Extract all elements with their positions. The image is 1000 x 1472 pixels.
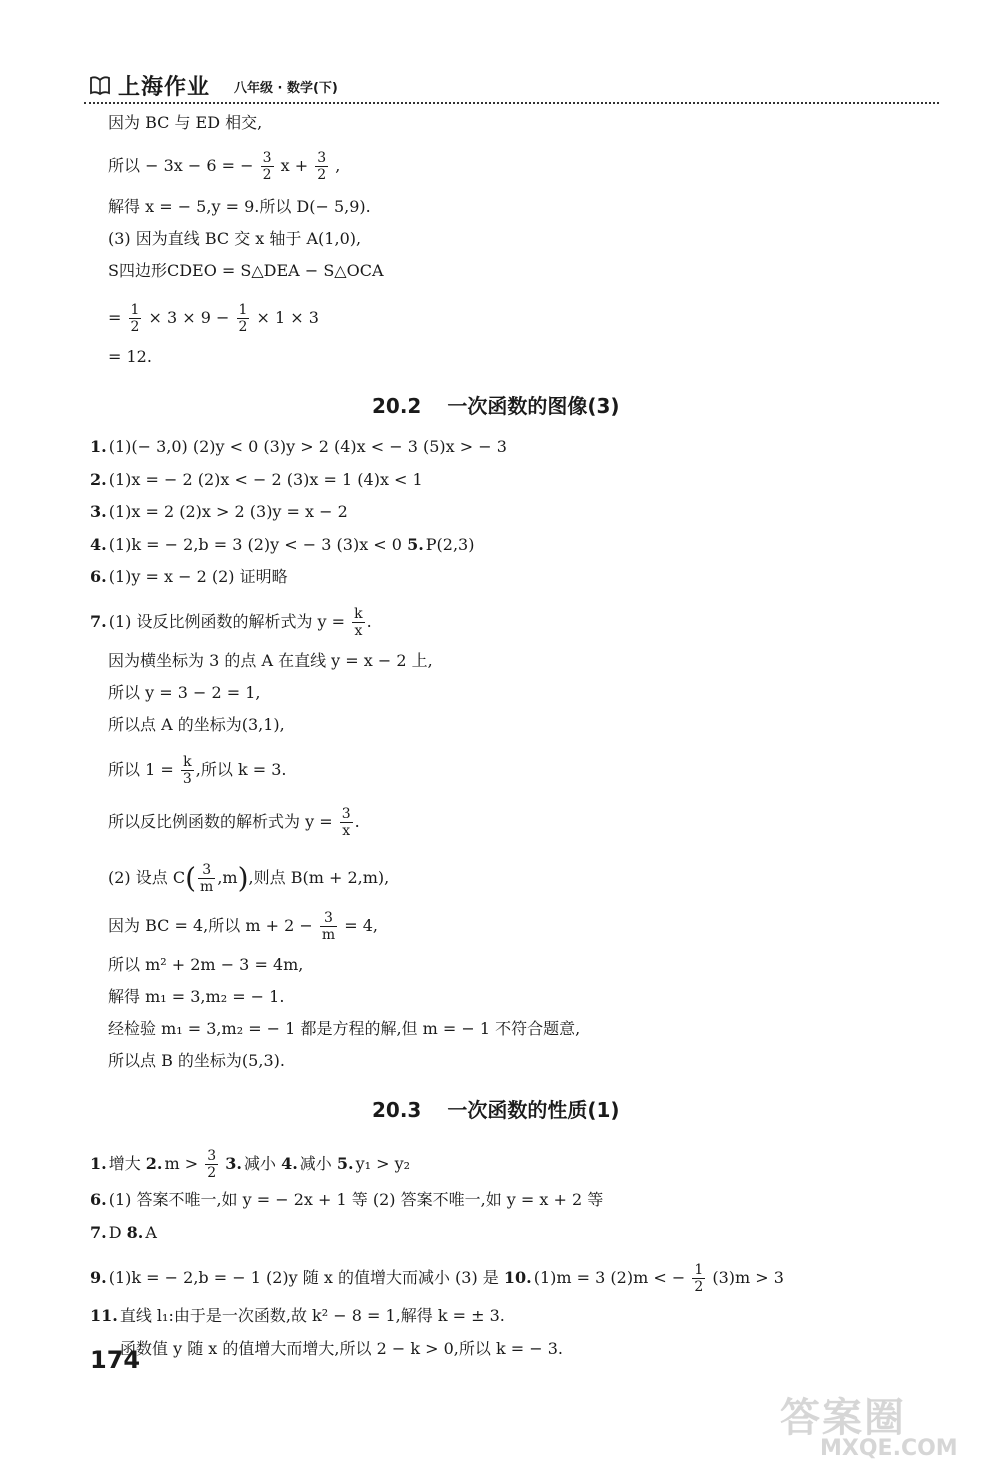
fraction: $\frac{3}{x}$ bbox=[341, 806, 351, 839]
text-line: 经检验 m₁ = 3,m₂ = − 1 都是方程的解,但 m = − 1 不符合题意, bbox=[108, 1019, 581, 1038]
text-line: 所以点 A 的坐标为(3,1), bbox=[108, 715, 285, 734]
section-heading: 20.2 一次函数的图像(3) bbox=[372, 394, 620, 418]
book-logo-icon bbox=[88, 74, 112, 98]
text-line: 解得 m₁ = 3,m₂ = − 1. bbox=[108, 987, 285, 1006]
fraction: $\frac{k}{x}$ bbox=[354, 606, 363, 639]
answer-line: 3. (1)x = 2 (2)x > 2 (3)y = x − 2 bbox=[90, 502, 348, 521]
page-number: 174 bbox=[90, 1346, 141, 1374]
equation-line: (2) 设点 C( $\frac{3}{m}$ ,m),则点 B(m + 2,m), bbox=[108, 861, 390, 895]
fraction: $\frac{3}{2}$ bbox=[207, 1148, 217, 1181]
equation-line: 所以反比例函数的解析式为 y = $\frac{3}{x}$ . bbox=[108, 806, 360, 839]
fraction: $\frac{3}{2}$ bbox=[317, 150, 327, 183]
answer-line: 11. 直线 l₁:由于是一次函数,故 k² − 8 = 1,解得 k = ± 3. bbox=[90, 1306, 505, 1325]
text-line: = 12. bbox=[108, 347, 152, 366]
text-line: 所以点 B 的坐标为(5,3). bbox=[108, 1051, 285, 1070]
fraction: $\frac{k}{3}$ bbox=[182, 754, 192, 787]
equation-line: 所以 − 3x − 6 = − $\frac{3}{2}$ x + $\frac{3}{2}$ , bbox=[108, 150, 341, 183]
equation-line: = $\frac{1}{2}$ × 3 × 9 − $\frac{1}{2}$ × 1 × 3 bbox=[108, 302, 319, 335]
fraction: $\frac{3}{m}$ bbox=[321, 910, 336, 943]
answer-line: 1. (1)(− 3,0) (2)y < 0 (3)y > 2 (4)x < − 3 (5)x > − 3 bbox=[90, 437, 507, 456]
text-line: S四边形CDEO = S△DEA − S△OCA bbox=[108, 261, 384, 280]
fraction: $\frac{1}{2}$ bbox=[238, 302, 248, 335]
text-line: 所以 y = 3 − 2 = 1, bbox=[108, 683, 261, 702]
fraction: $\frac{1}{2}$ bbox=[694, 1262, 704, 1295]
answer-line: 7. D 8. A bbox=[90, 1223, 157, 1242]
answer-line: 6. (1) 答案不唯一,如 y = − 2x + 1 等 (2) 答案不唯一,如 y = x + 2 等 bbox=[90, 1190, 604, 1209]
text-line: 因为 BC 与 ED 相交, bbox=[108, 113, 263, 132]
equation-line: 因为 BC = 4,所以 m + 2 − $\frac{3}{m}$ = 4, bbox=[108, 910, 378, 943]
text-line: (3) 因为直线 BC 交 x 轴于 A(1,0), bbox=[108, 229, 362, 248]
watermark bbox=[770, 1386, 990, 1466]
fraction: $\frac{1}{2}$ bbox=[130, 302, 140, 335]
answer-line: 2. (1)x = − 2 (2)x < − 2 (3)x = 1 (4)x < 1 bbox=[90, 470, 423, 489]
book-subtitle: 八年级 · 数学(下) bbox=[234, 81, 338, 96]
fraction: $\frac{3}{2}$ bbox=[262, 150, 272, 183]
section-heading: 20.3 一次函数的性质(1) bbox=[372, 1098, 620, 1122]
text-line: 因为横坐标为 3 的点 A 在直线 y = x − 2 上, bbox=[108, 651, 433, 670]
equation-line: 所以 1 = $\frac{k}{3}$ ,所以 k = 3. bbox=[108, 754, 287, 787]
watermark-url: MXQE.COM bbox=[820, 1436, 958, 1461]
header-divider bbox=[84, 102, 939, 104]
watermark-logo: 答案圈 bbox=[780, 1395, 906, 1441]
answer-line: 4. (1)k = − 2,b = 3 (2)y < − 3 (3)x < 0 5. P(2,3) bbox=[90, 535, 475, 554]
answer-line: 7. (1) 设反比例函数的解析式为 y = $\frac{k}{x}$ . bbox=[90, 606, 372, 639]
answer-line: 6. (1)y = x − 2 (2) 证明略 bbox=[90, 567, 288, 586]
fraction: $\frac{3}{m}$ bbox=[200, 862, 214, 895]
text-line: 函数值 y 随 x 的值增大而增大,所以 2 − k > 0,所以 k = − 3. bbox=[120, 1339, 563, 1358]
book-title: 上海作业 bbox=[118, 75, 211, 100]
page-header bbox=[84, 70, 944, 104]
text-line: 解得 x = − 5,y = 9.所以 D(− 5,9). bbox=[108, 197, 371, 216]
answer-line: 1. 增大 2. m > $\frac{3}{2}$ 3. 减小 4. 减小 5. y₁ > y₂ bbox=[90, 1148, 411, 1181]
answer-line: 9. (1)k = − 2,b = − 1 (2)y 随 x 的值增大而减小 (3) 是 10. (1)m = 3 (2)m < − $\frac{1}{2}$ (3)m > 3 bbox=[90, 1262, 784, 1295]
text-line: 所以 m² + 2m − 3 = 4m, bbox=[108, 955, 304, 974]
